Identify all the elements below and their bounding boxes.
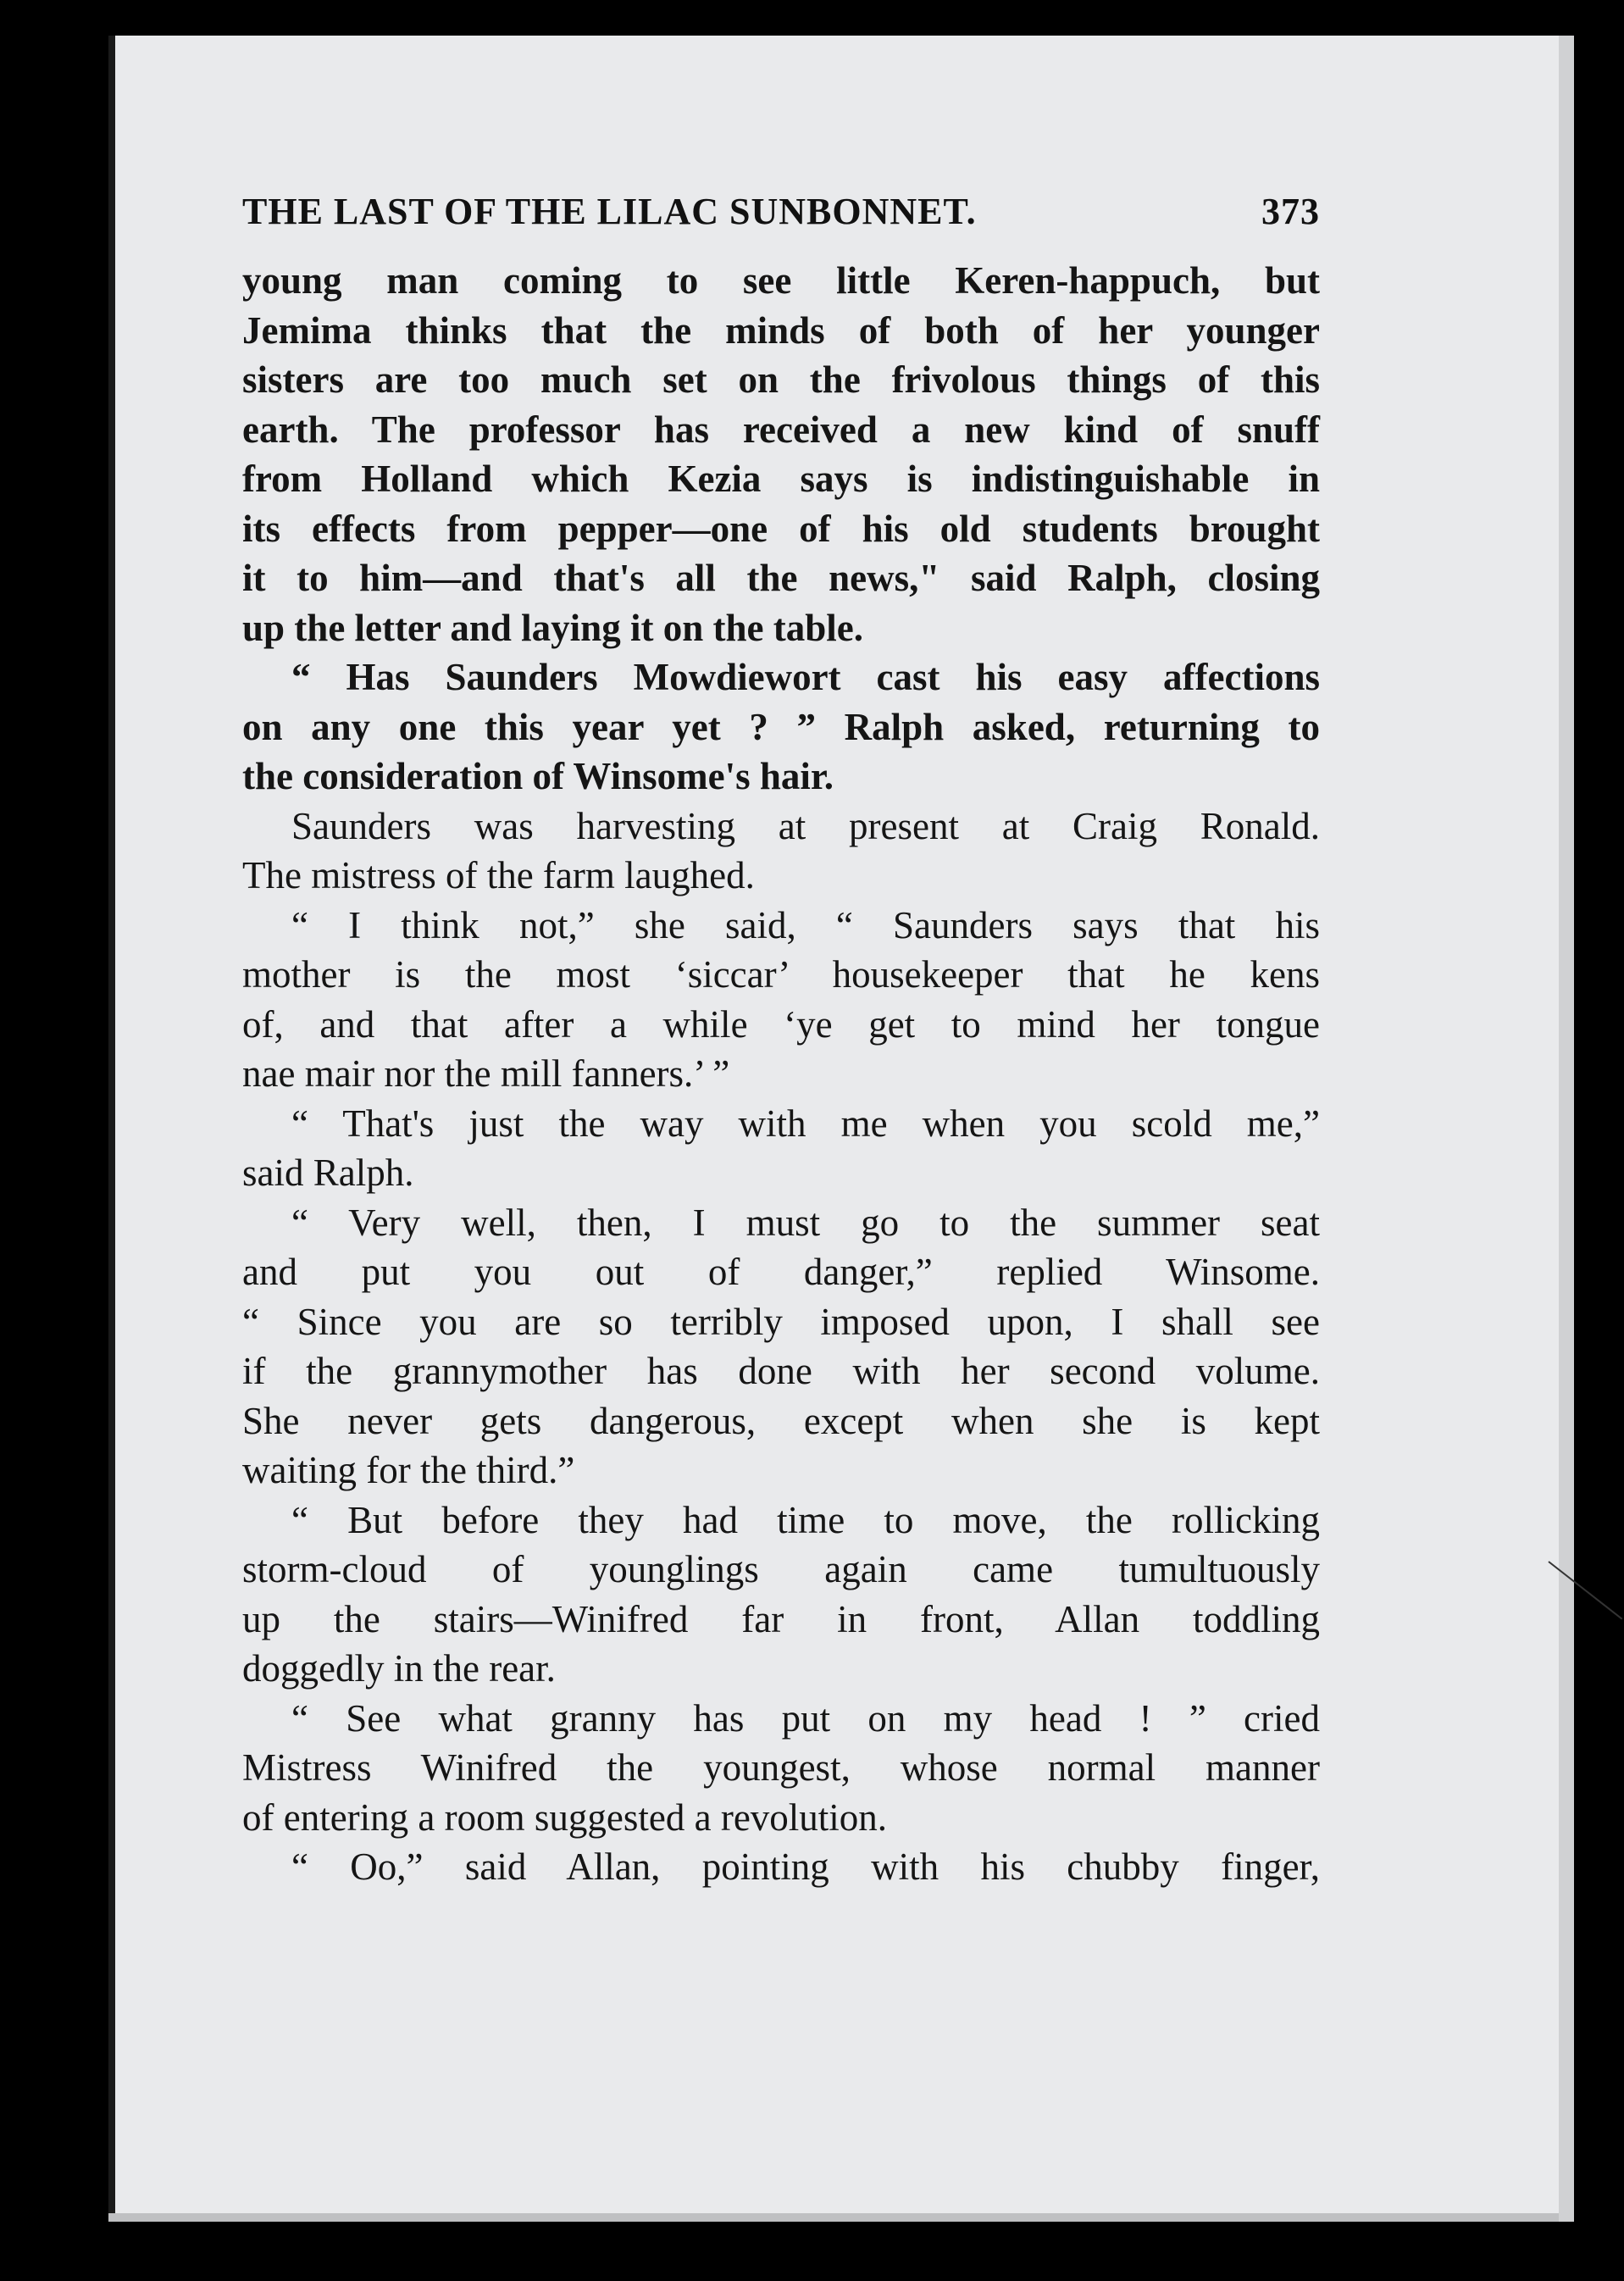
text-line: sisters are too much set on the frivolous things of this: [242, 358, 1320, 401]
text-line: The mistress of the farm laughed.: [242, 854, 755, 896]
book-page: [108, 36, 1574, 2222]
text-line: from Holland which Kezia says is indistinguishable in: [242, 458, 1320, 500]
text-line: “ Very well, then, I must go to the summer seat: [291, 1201, 1320, 1244]
text-line: young man coming to see little Keren-happuch, but: [242, 259, 1320, 302]
text-line: “ See what granny has put on my head ! ” cried: [291, 1696, 1320, 1740]
page-number: 373: [1261, 191, 1320, 232]
text-line: “ Has Saunders Mowdiewort cast his easy affections: [291, 656, 1320, 698]
text-line: “ I think not,” she said, “ Saunders says that his: [291, 903, 1320, 946]
body-text: [242, 256, 1320, 1892]
text-line: She never gets dangerous, except when she is kept: [242, 1399, 1320, 1442]
page-gutter: [108, 36, 115, 2222]
text-line: doggedly in the rear.: [242, 1647, 556, 1690]
text-line: Jemima thinks that the minds of both of her younger: [242, 308, 1320, 352]
text-line: “ But before they had time to move, the rollicking: [291, 1498, 1320, 1541]
text-line: waiting for the third.”: [242, 1449, 575, 1491]
text-line: up the letter and laying it on the table.: [242, 606, 863, 649]
text-line: earth. The professor has received a new kind of snuff: [242, 408, 1320, 451]
text-line: “ That's just the way with me when you scold me,”: [291, 1102, 1320, 1145]
running-head: [242, 190, 1320, 233]
text-line: up the stairs—Winifred far in front, Allan toddling: [242, 1597, 1320, 1640]
text-line: storm-cloud of younglings again came tumultuously: [242, 1548, 1320, 1590]
text-line: mother is the most ‘siccar’ housekeeper that he kens: [242, 953, 1320, 996]
text-line: on any one this year yet ? ” Ralph asked, returning to: [242, 705, 1320, 748]
text-line: of, and that after a while ‘ye get to mind her tongue: [242, 1002, 1320, 1046]
text-line: “ Since you are so terribly imposed upon, I shall see: [242, 1300, 1320, 1343]
text-line: and put you out of danger,” replied Winsome.: [242, 1251, 1320, 1293]
text-line: said Ralph.: [242, 1152, 414, 1194]
page-bottom-edge: [108, 2213, 1559, 2222]
text-line: if the grannymother has done with her second volume.: [242, 1350, 1320, 1392]
text-line: nae mair nor the mill fanners.’ ”: [242, 1052, 730, 1095]
running-head-title: THE LAST OF THE LILAC SUNBONNET.: [242, 191, 977, 232]
text-line: it to him—and that's all the news," said Ralph, closing: [242, 557, 1320, 599]
page-scratch-mark: [1548, 1561, 1622, 1619]
text-line: of entering a room suggested a revolution.: [242, 1795, 888, 1839]
text-line: Saunders was harvesting at present at Craig Ronald.: [291, 804, 1320, 847]
text-line: the consideration of Winsome's hair.: [242, 755, 834, 797]
text-line: Mistress Winifred the youngest, whose normal manner: [242, 1746, 1320, 1789]
text-line: “ Oo,” said Allan, pointing with his chubby finger,: [291, 1845, 1320, 1888]
text-line: its effects from pepper—one of his old students brought: [242, 507, 1320, 550]
